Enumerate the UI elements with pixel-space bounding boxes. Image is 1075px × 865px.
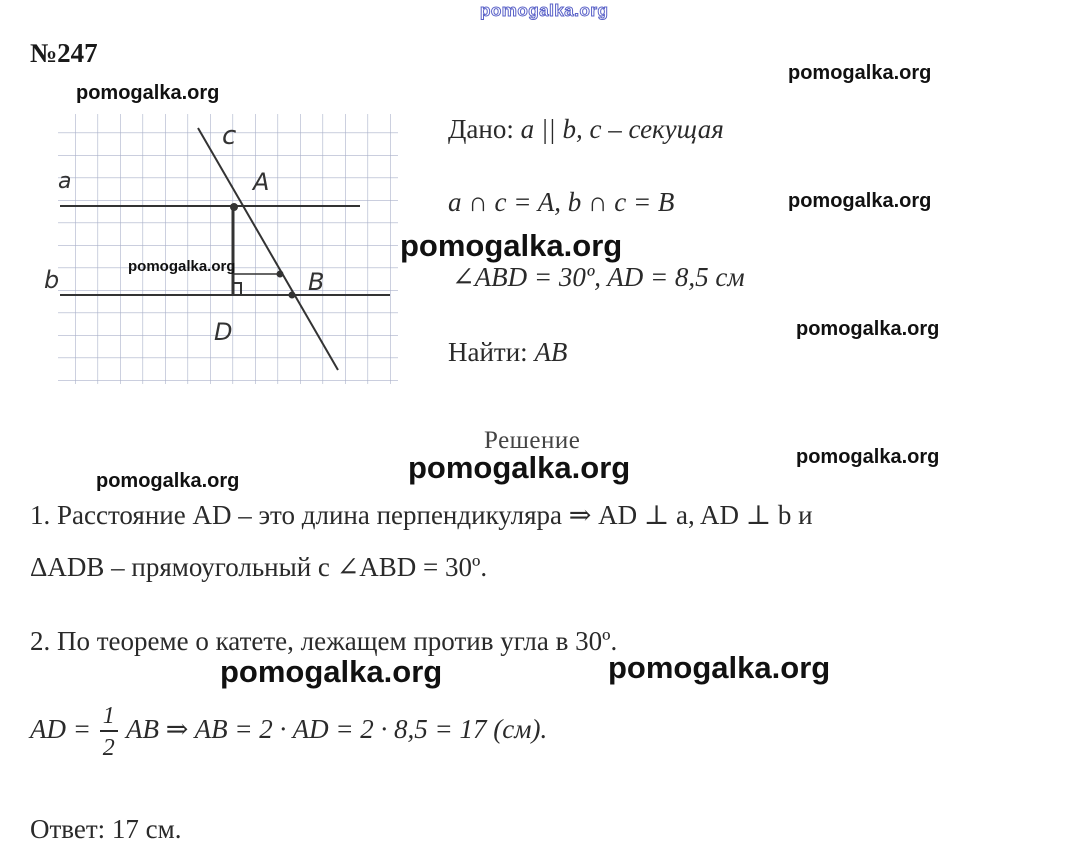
point-a [230, 203, 238, 211]
label-b-line: b [44, 266, 60, 294]
given-parallel: a || b, c – секущая [520, 114, 724, 144]
watermark: pomogalka.org [608, 650, 831, 685]
point-b [277, 271, 284, 278]
watermark: pomogalka.org [76, 82, 220, 104]
label-point-b: B [308, 268, 325, 296]
watermark: pomogalka.org [796, 318, 940, 340]
label-point-a: A [253, 168, 270, 196]
step-2: 2. По теореме о катете, лежащем против угла в 30º. [30, 626, 618, 656]
watermark: pomogalka.org [96, 470, 240, 492]
given-label: Дано: [448, 114, 514, 144]
fraction-numerator: 1 [100, 704, 118, 732]
top-watermark: pomogalka.org [480, 1, 609, 20]
watermark: pomogalka.org [788, 62, 932, 84]
watermark: pomogalka.org [128, 258, 236, 275]
solution-heading: Решение [484, 427, 581, 454]
find-value: AB [534, 337, 568, 367]
given-line-2: a ∩ c = A, b ∩ c = B [448, 187, 675, 217]
formula-rhs: AB ⇒ AB = 2 · AD = 2 · 8,5 = 17 (см). [125, 714, 548, 745]
label-a-line: a [58, 169, 72, 194]
point-intersection-b [289, 292, 296, 299]
step-1-line-1: 1. Расстояние AD – это длина перпендикуляра ⇒ AD ⊥ a, AD ⊥ b и [30, 500, 813, 530]
find-label: Найти: [448, 337, 528, 367]
problem-number: №247 [30, 38, 98, 68]
watermark: pomogalka.org [400, 228, 623, 263]
find-line [448, 337, 567, 368]
geometry-figure [30, 110, 405, 390]
watermark: pomogalka.org [788, 190, 932, 212]
formula-lhs: AD = [30, 714, 91, 745]
watermark: pomogalka.org [220, 654, 443, 689]
watermark: pomogalka.org [408, 450, 631, 485]
step-1-line-2: ΔADB – прямоугольный с ∠ABD = 30º. [30, 552, 488, 582]
given-line-1 [448, 114, 724, 145]
label-c: c [222, 121, 237, 151]
answer: Ответ: 17 см. [30, 814, 182, 844]
fraction-one-half [100, 704, 118, 760]
watermark: pomogalka.org [796, 446, 940, 468]
label-point-d: D [214, 318, 233, 346]
given-line-3: ∠ABD = 30º, AD = 8,5 см [452, 262, 745, 292]
formula [30, 704, 547, 760]
fraction-denominator: 2 [102, 735, 115, 761]
